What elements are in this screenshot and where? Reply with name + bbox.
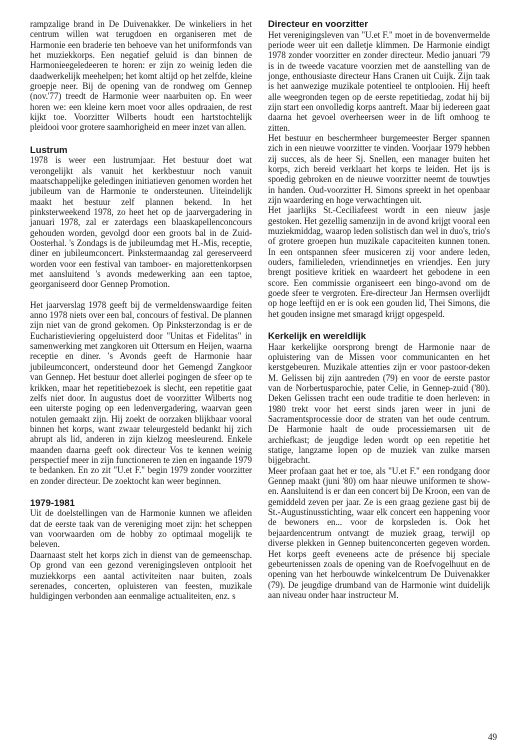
kerkelijk-heading: Kerkelijk en wereldlijk	[268, 330, 366, 342]
right-column	[268, 19, 490, 600]
directeur-paragraph-1: Het verenigingsleven van "U.et F." moet in de bovenvermelde periode weer uit een dalletje klimmen. De Harmonie eindigt 1978 zonder voorzitter en zonder directeur. Medio januari '79 is in de tweede vacature voorzien met de aanstelling van de jonge, enthousiaste directeur Hans Cranen uit Cuijk. Zijn taak is het aanwezige muzikale potentieel te ontplooien. Hij heeft alle weegronden tegen op de eerste repetitiedag, zodat hij bij zijn start een onvolledig korps aantreft. Maar bij iedereen gaat daarna het gevoel overheersen weer in de lift omhoog te zitten.	[268, 29, 490, 133]
directeur-paragraph-2: Het bestuur en beschermheer burgemeester Berger spannen zich in een nieuwe voorzitter te vinden. Voorjaar 1979 hebben zij succes, als de heer Sj. Snellen, een manager buiten het korps, zich bereid verklaart het korps te leiden. Het ijs is spoedig gebroken en de nieuwe voorzitter neemt de touwtjes in handen. Oud-voorzitter H. Simons spreekt in het openbaar zijn waardering en hoge verwachtingen uit.	[268, 132, 490, 205]
intro-paragraph: rampzalige brand in De Duivenakker. De winkeliers in het centrum willen wat terugdoen en organiseren met de Harmonie een braderie ten behoeve van het uniformfonds van het muziekkorps. Een negatief geluid is dan binnen de Harmonieegeledeeren te horen: er zijn zo weinig leden die daadwerkelijk meehelpen; het komt altijd op het zelfde, kleine groepje neer. Bij de opening van de rondweg om Gennep (nov.'77) treedt de Harmonie weer naarbuiten op. En weer horen we: een kleine kern moet voor alles opdraaien, de rest kijkt toe. Voorzitter Wilberts houdt een hartstochtelijk pleidooi voor grotere saamhorigheid en meer inzet van allen.	[30, 19, 252, 133]
section-1979-heading: 1979-1981	[30, 496, 75, 508]
page-number: 49	[488, 732, 497, 742]
kerkelijk-paragraph-1: Haar kerkelijke oorsprong brengt de Harmonie naar de opluistering van de Missen voor communicanten en het kerstgebeuren. Muzikale attenties zijn er voor pastoor-deken M. Gelissen bij zijn aantreden (79) en voor de eerste pastor van de Norbertusparochie, pater Celie, in Gennep-zuid ('80). Deken Gelissen tracht een oude traditie te doen herleven: in 1980 trekt voor het eerst sinds jaren weer in juni de Sacramentsprocessie door de straten van het oude centrum. De Harmonie haalt de oude processiemarsen uit de archiefkast; de jeugdige leden wordt op een repetitie het statige, langzame lopen op de muziek van zulke marsen bijgebracht.	[268, 341, 490, 466]
lustrum-paragraph-1: 1978 is weer een lustrumjaar. Het bestuur doet wat verongelijkt als vanuit het kerkbestuur noch vanuit maatschappelijke geledingen initiatieven genomen worden het jubileum van de Harmonie te ondersteunen. Uiteindelijk maakt het bestuur zelf plannen bekend. In het pinksterweekend 1978, zo heet het op de jaarvergadering in januari 1978, zal er zaterdags een blaaskapellenconcours gehouden worden, gevolgd door een groots bal in de Zuid-Oosterhal. 's Zondags is de jubileumdag met H.-Mis, receptie, diner en jubileumconcert. Pinkstermaandag zal gereserveerd worden voor een festival van tamboer- en majorettenkorpsen met aansluitend 's avonds medewerking aan een taptoe, georganiseerd door Gennep Promotion.	[30, 155, 252, 290]
section-1979-paragraph-1: Uit de doelstellingen van de Harmonie kunnen we afleiden dat de eerste taak van de vereniging moet zijn: het scheppen van voorwaarden om de hobby zo optimaal mogelijk te beleven.	[30, 508, 252, 550]
left-column	[30, 19, 252, 602]
directeur-paragraph-3: Het jaarlijks St.-Ceciliafeest wordt in een nieuw jasje gestoken. Het gezellig samenzijn in de avond krijgt vooral een muziekmiddag, waarop leden solistisch dan wel in duo's, trio's of grotere groepen hun muzikale capaciteiten kunnen tonen. In een ontspannen sfeer musiceren zij voor andere leden, ouders, familieleden, vriendinnetjes en vriendjes. Een jury brengt positieve kritiek en waardeert het gebodene in een score. Een commissie organiseert een bingo-avond om de goede sfeer te vergroten. Ere-directeur Jan Hermsen overlijdt op hoge leeftijd en er is ook een gouden lid, Thei Simons, die het gouden insigne met smaragd krijgt opgespeld.	[268, 205, 490, 319]
lustrum-heading: Lustrum	[30, 143, 68, 155]
directeur-heading: Directeur en voorzitter	[268, 18, 369, 29]
kerkelijk-paragraph-2: Meer profaan gaat het er toe, als "U.et F." een rondgang door Gennep maakt (juni '80) om haar nieuwe uniformen te show-en. Aansluitend is er dan een concert bij De Kroon, een van de gemiddeld zeven per jaar. Ze is een graag geziene gast bij de St.-Augustinusstichting, waar elk concert een happening voor de bewoners en... voor de korpsleden is. Ook het bejaardencentrum ontvangt de muziek graag, terwijl op diverse plekken in Gennep buitenconcerten gegeven worden. Het korps geeft eveneens acte de présence bij speciale gebeurtenissen zoals de opening van de Roefvogelhuut en de opening van het herbouwde winkelcentrum De Duivenakker (79). De jeugdige drumband van de Harmonie wint duidelijk aan niveau onder haar instructeur M.	[268, 465, 490, 600]
lustrum-paragraph-2: Het jaarverslag 1978 geeft bij de vermeldenswaardige feiten anno 1978 niets over een bal, concours of festival. De plannen zijn niet van de grond gekomen. Op Pinksterzondag is er de Eucharistieviering opgeluisterd door "Unitas et Fidelitas" in samenwerking met zangkoren uit Ottersum en Heijen, waarna receptie en diner. 's Avonds geeft de Harmonie haar jubileumconcert, ondersteund door het Gemengd Zangkoor van Gennep. Het bestuur doet allerlei pogingen de sfeer op te krikken, maar het repetitiebezoek is slecht, een repetitie gaat zelfs niet door. In augustus doet de voorzitter Wilberts nog een uiterste poging op een ledenvergadering, waarvan geen notulen gemaakt zijn. Hij zoekt de oorzaken blijkbaar vooral binnen het korps, want zwaar teleurgesteld bedankt hij zich abrupt als lid, anderen in zijn kielzog meesleurend. Enkele maanden daarna geeft ook directeur Vos te kennen weinig perspectief meer in zijn functioneren te zien en ingaande 1979 te bedanken. En zo zit "U.et F." begin 1979 zonder voorzitter en zonder directeur. De zoektocht kan weer beginnen.	[30, 299, 252, 486]
section-1979-paragraph-2: Daarnaast stelt het korps zich in dienst van de gemeenschap. Op grond van een gezond verenigingsleven ontplooit het muziekkorps een aantal activiteiten naar buiten, zoals serenades, concerten, opluisteren van feesten, muzikale huldigingen verbonden aan eenmalige actualiteiten, enz. s	[30, 549, 252, 602]
